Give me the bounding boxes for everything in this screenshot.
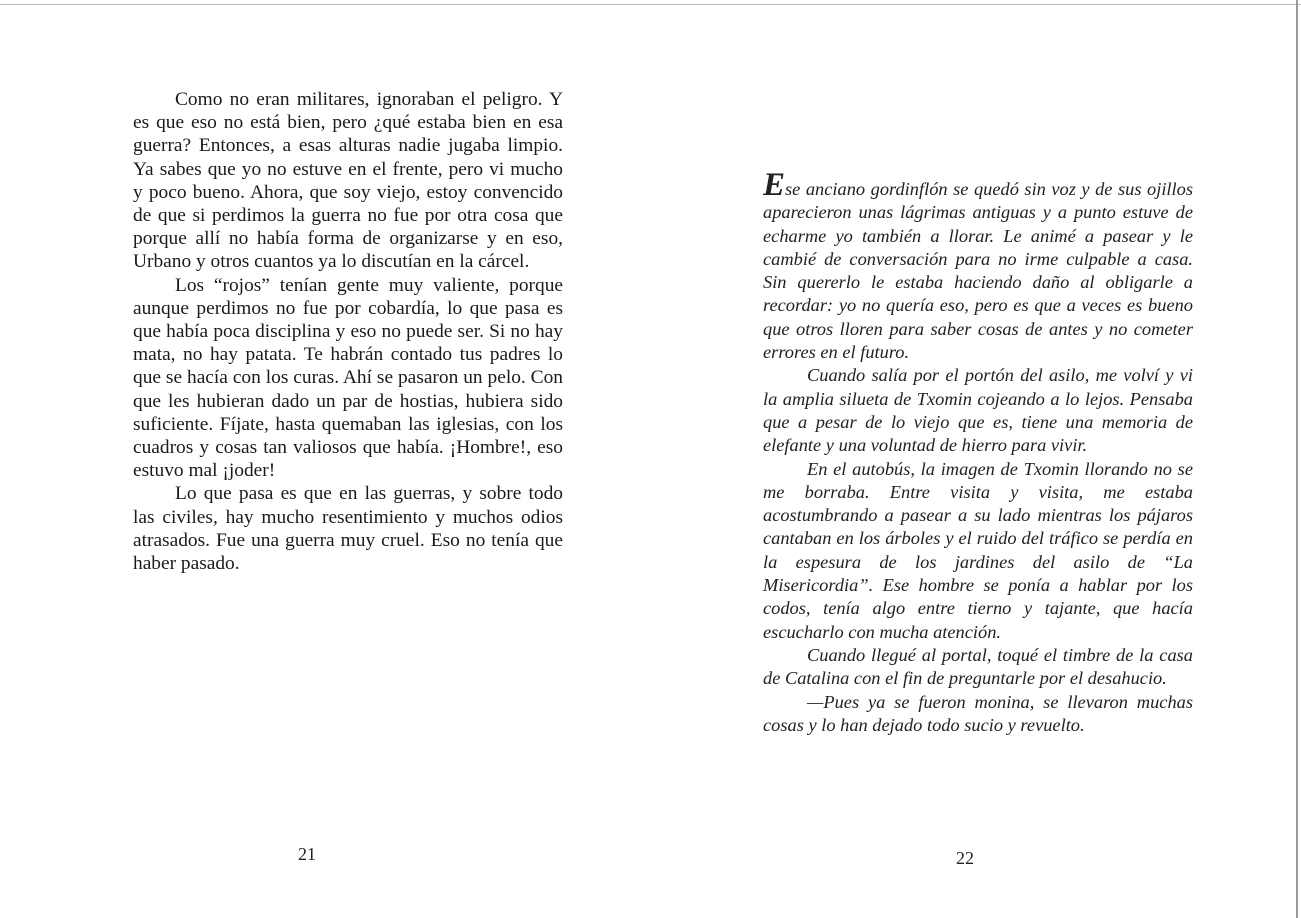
left-page xyxy=(133,88,563,575)
right-paragraph-3: En el autobús, la imagen de Txomin llorando no se me borraba. Entre visita y visita, me estaba acostumbrando a pasear a su lado mientras los pájaros cantaban en los árboles y el ruido del tráfico se perdía en la espesura de los jardines del asilo de “La Misericordia”. Ese hombre se ponía a hablar por los codos, tenía algo entre tierno y tajante, que hacía escucharlo con mucha atención. xyxy=(763,458,1193,642)
drop-cap: E xyxy=(763,167,786,203)
right-page xyxy=(763,167,1193,737)
page-number-left: 21 xyxy=(298,844,316,864)
right-paragraph-5: —Pues ya se fueron monina, se llevaron muchas cosas y lo han dejado todo sucio y revuelto. xyxy=(763,691,1193,735)
right-paragraph-1-text: se anciano gordinflón se quedó sin voz y de sus ojillos aparecieron unas lágrimas antiguas y a punto estuve de echarme yo también a llorar. Le animé a pasear y le cambié de conversación para no irme culpable a casa. Sin quererlo le estaba haciendo daño al obligarle a recordar: yo no quería eso, pero es que a veces es bueno que otros lloren para saber cosas de antes y no cometer errores en el futuro. xyxy=(763,179,1193,363)
right-scan-edge xyxy=(1296,0,1298,918)
top-scan-edge xyxy=(0,4,1301,5)
right-paragraph-4: Cuando llegué al portal, toqué el timbre de la casa de Catalina con el fin de preguntarle por el desahucio. xyxy=(763,644,1193,689)
left-paragraph-2: Los “rojos” tenían gente muy valiente, porque aunque perdimos no fue por cobardía, lo que pasa es que había poca disciplina y eso no puede ser. Si no hay mata, no hay patata. Te habrán contado tus padres lo que se hacía con los curas. Ahí se pasaron un pelo. Con que les hubieran dado un par de hostias, hubiera sido suficiente. Fíjate, hasta quemaban las iglesias, con los cuadros y cosas tan valiosos que había. ¡Hombre!, eso estuvo mal ¡joder! xyxy=(133,274,563,482)
left-paragraph-3: Lo que pasa es que en las guerras, y sobre todo las civiles, hay mucho resentimiento y muchos odios atrasados. Fue una guerra muy cruel. Eso no tenía que haber pasado. xyxy=(133,483,563,575)
right-paragraph-1 xyxy=(763,167,1193,364)
right-paragraph-2: Cuando salía por el portón del asilo, me volví y vi la amplia silueta de Txomin cojeando a lo lejos. Pensaba que a pesar de lo viejo que es, tiene una memoria de elefante y una voluntad de hierro para vivir. xyxy=(763,365,1193,456)
page-number-right: 22 xyxy=(956,848,974,868)
left-paragraph-1: Como no eran militares, ignoraban el peligro. Y es que eso no está bien, pero ¿qué estaba bien en esa guerra? Entonces, a esas alturas nadie jugaba limpio. Ya sabes que yo no estuve en el frente, pero vi mucho y poco bueno. Ahora, que soy viejo, estoy convencido de que si perdimos la guerra no fue por otra cosa que porque allí no había forma de organizarse y en eso, Urbano y otros cuantos ya lo discutían en la cárcel. xyxy=(133,89,563,273)
